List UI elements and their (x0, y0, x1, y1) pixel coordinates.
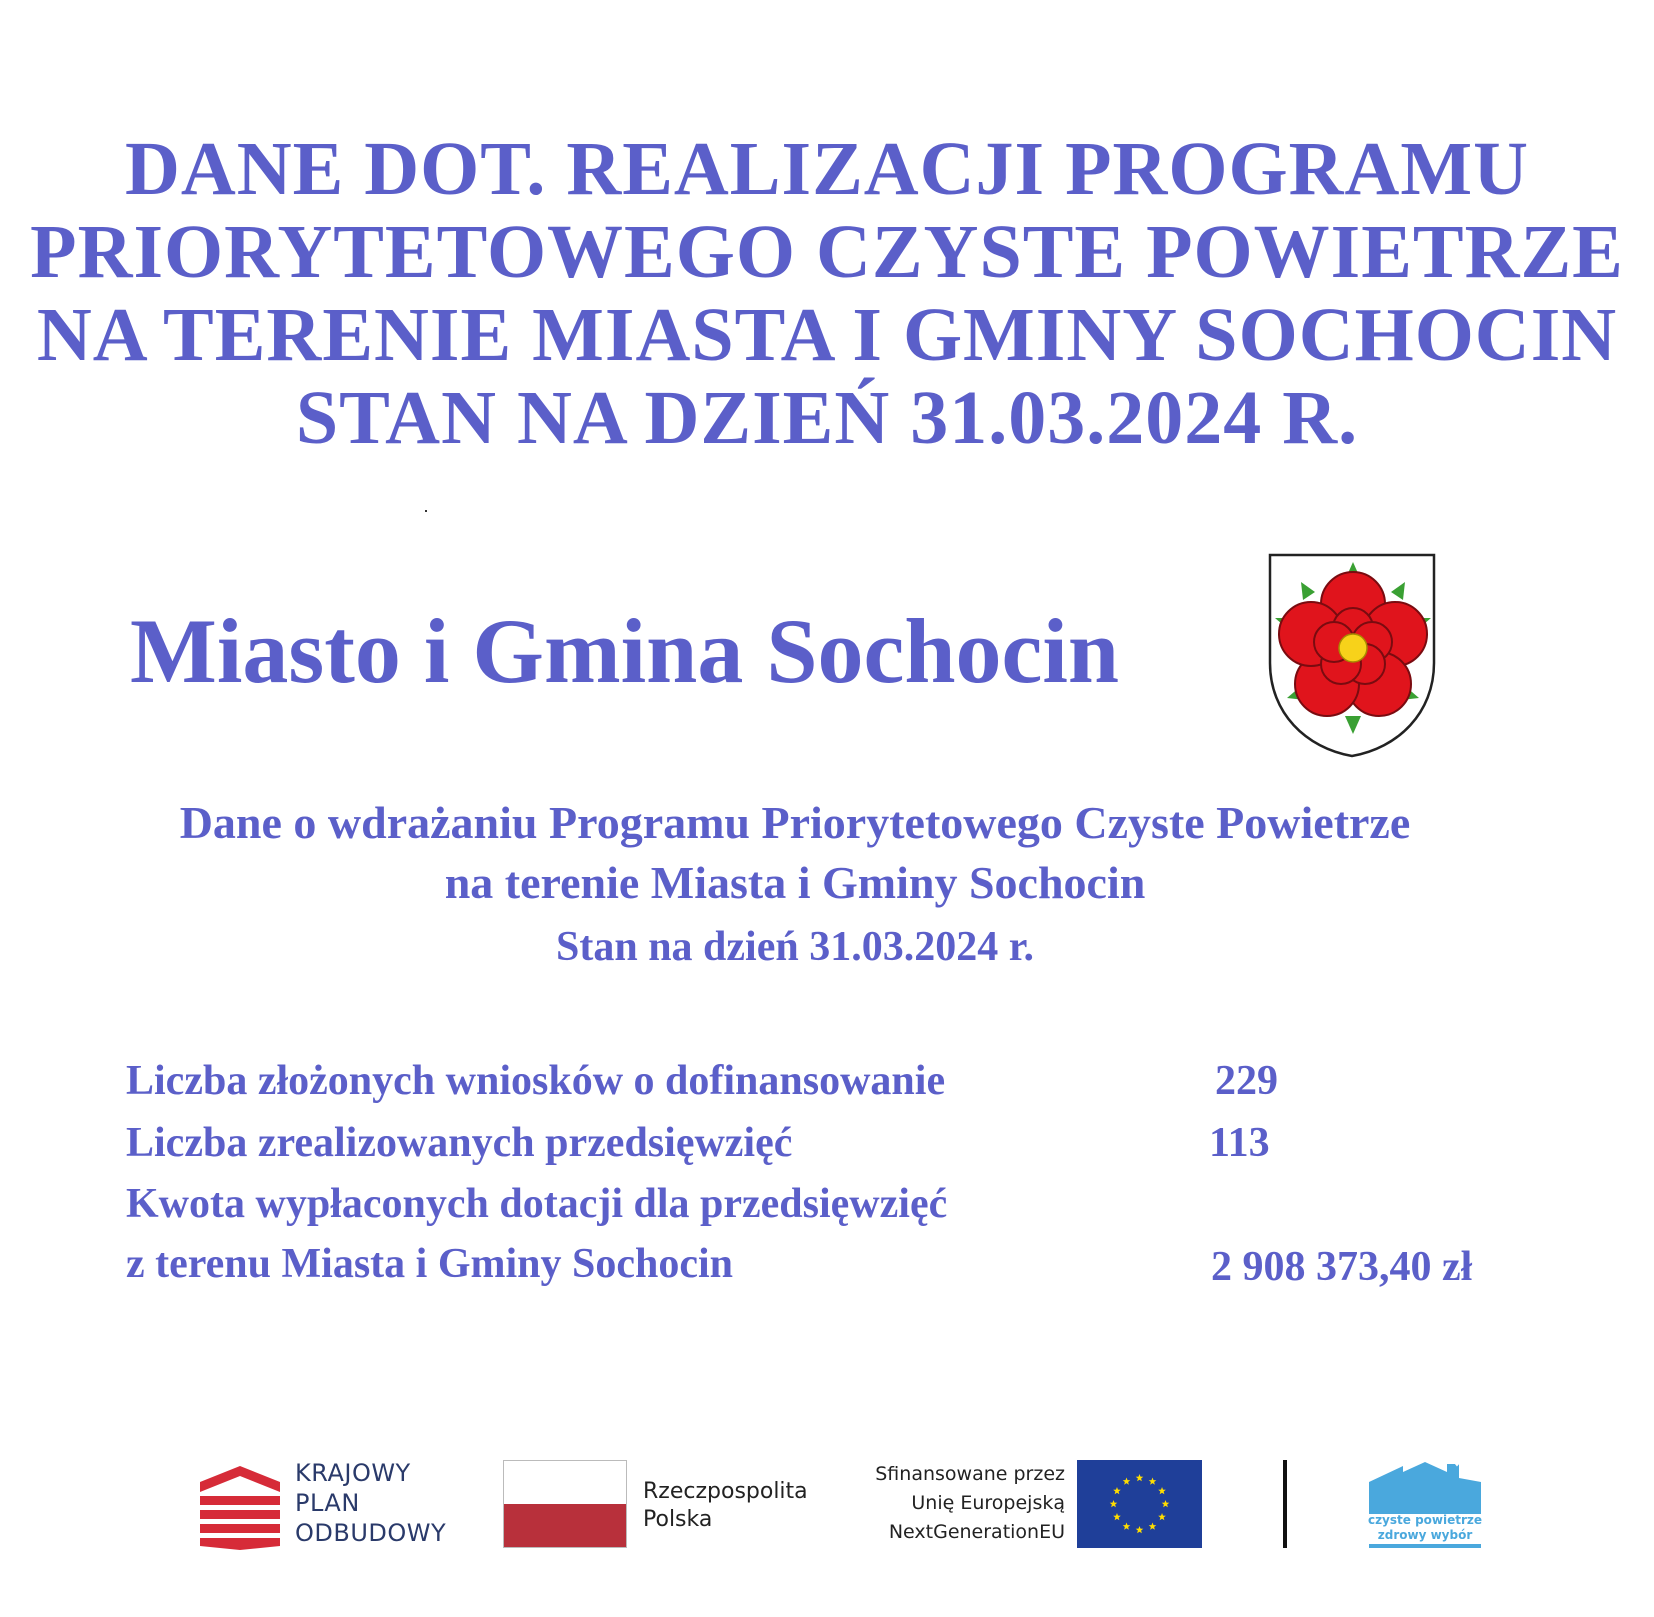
eu-line-1: Sfinansowane przez (875, 1463, 1065, 1485)
kpo-line-2: PLAN (295, 1489, 360, 1517)
rose-coat-of-arms-icon (1268, 553, 1438, 758)
main-title-line-1: DANE DOT. REALIZACJI PROGRAMU (124, 127, 1530, 211)
stat-label: Liczba zrealizowanych przedsięwzięć (126, 1120, 793, 1166)
cp-line-1: czyste powietrze (1367, 1513, 1483, 1527)
subtitle (0, 793, 1590, 913)
eu-text (850, 1460, 1065, 1547)
eu-line-3: NextGenerationEU (888, 1521, 1065, 1543)
subtitle-line-2: na terenie Miasta i Gminy Sochocin (444, 857, 1146, 908)
stat-label-line-2: z terenu Miasta i Gminy Sochocin (126, 1241, 734, 1287)
footer-logos (0, 1450, 1654, 1560)
stat-label: Liczba złożonych wniosków o dofinansowanie (126, 1058, 946, 1104)
municipality-name: Miasto i Gmina Sochocin (130, 600, 1120, 702)
kpo-line-1: KRAJOWY (295, 1459, 411, 1487)
kpo-text (295, 1458, 446, 1548)
poland-text (643, 1478, 808, 1534)
logo-divider (1283, 1460, 1287, 1548)
kpo-line-3: ODBUDOWY (295, 1519, 447, 1547)
stat-label (126, 1174, 947, 1294)
eu-flag-icon (1077, 1460, 1202, 1548)
main-title (0, 128, 1654, 460)
poland-line-2: Polska (643, 1507, 713, 1532)
stat-value: 229 (1215, 1058, 1278, 1104)
main-title-line-4: STAN NA DZIEŃ 31.03.2024 R. (295, 376, 1359, 460)
main-title-line-3: NA TERENIE MIASTA I GMINY SOCHOCIN (36, 293, 1618, 377)
cp-line-2: zdrowy wybór (1377, 1528, 1473, 1542)
kpo-logo-icon (200, 1460, 280, 1550)
czyste-powietrze-text (1363, 1513, 1487, 1543)
stat-label-line-1: Kwota wypłaconych dotacji dla przedsięwzięć (126, 1181, 948, 1227)
polish-flag-icon (503, 1460, 627, 1548)
subtitle-line-1: Dane o wdrażaniu Programu Priorytetowego Czyste Powietrze (179, 797, 1411, 848)
stray-dot (425, 510, 427, 512)
stat-value: 2 908 373,40 zł (1211, 1244, 1473, 1290)
stat-value: 113 (1209, 1120, 1270, 1166)
date-line: Stan na dzień 31.03.2024 r. (555, 924, 1035, 970)
eu-line-2: Unię Europejską (911, 1492, 1065, 1514)
poland-line-1: Rzeczpospolita (643, 1479, 808, 1504)
main-title-line-2: PRIORYTETOWEGO CZYSTE POWIETRZE (30, 210, 1624, 294)
